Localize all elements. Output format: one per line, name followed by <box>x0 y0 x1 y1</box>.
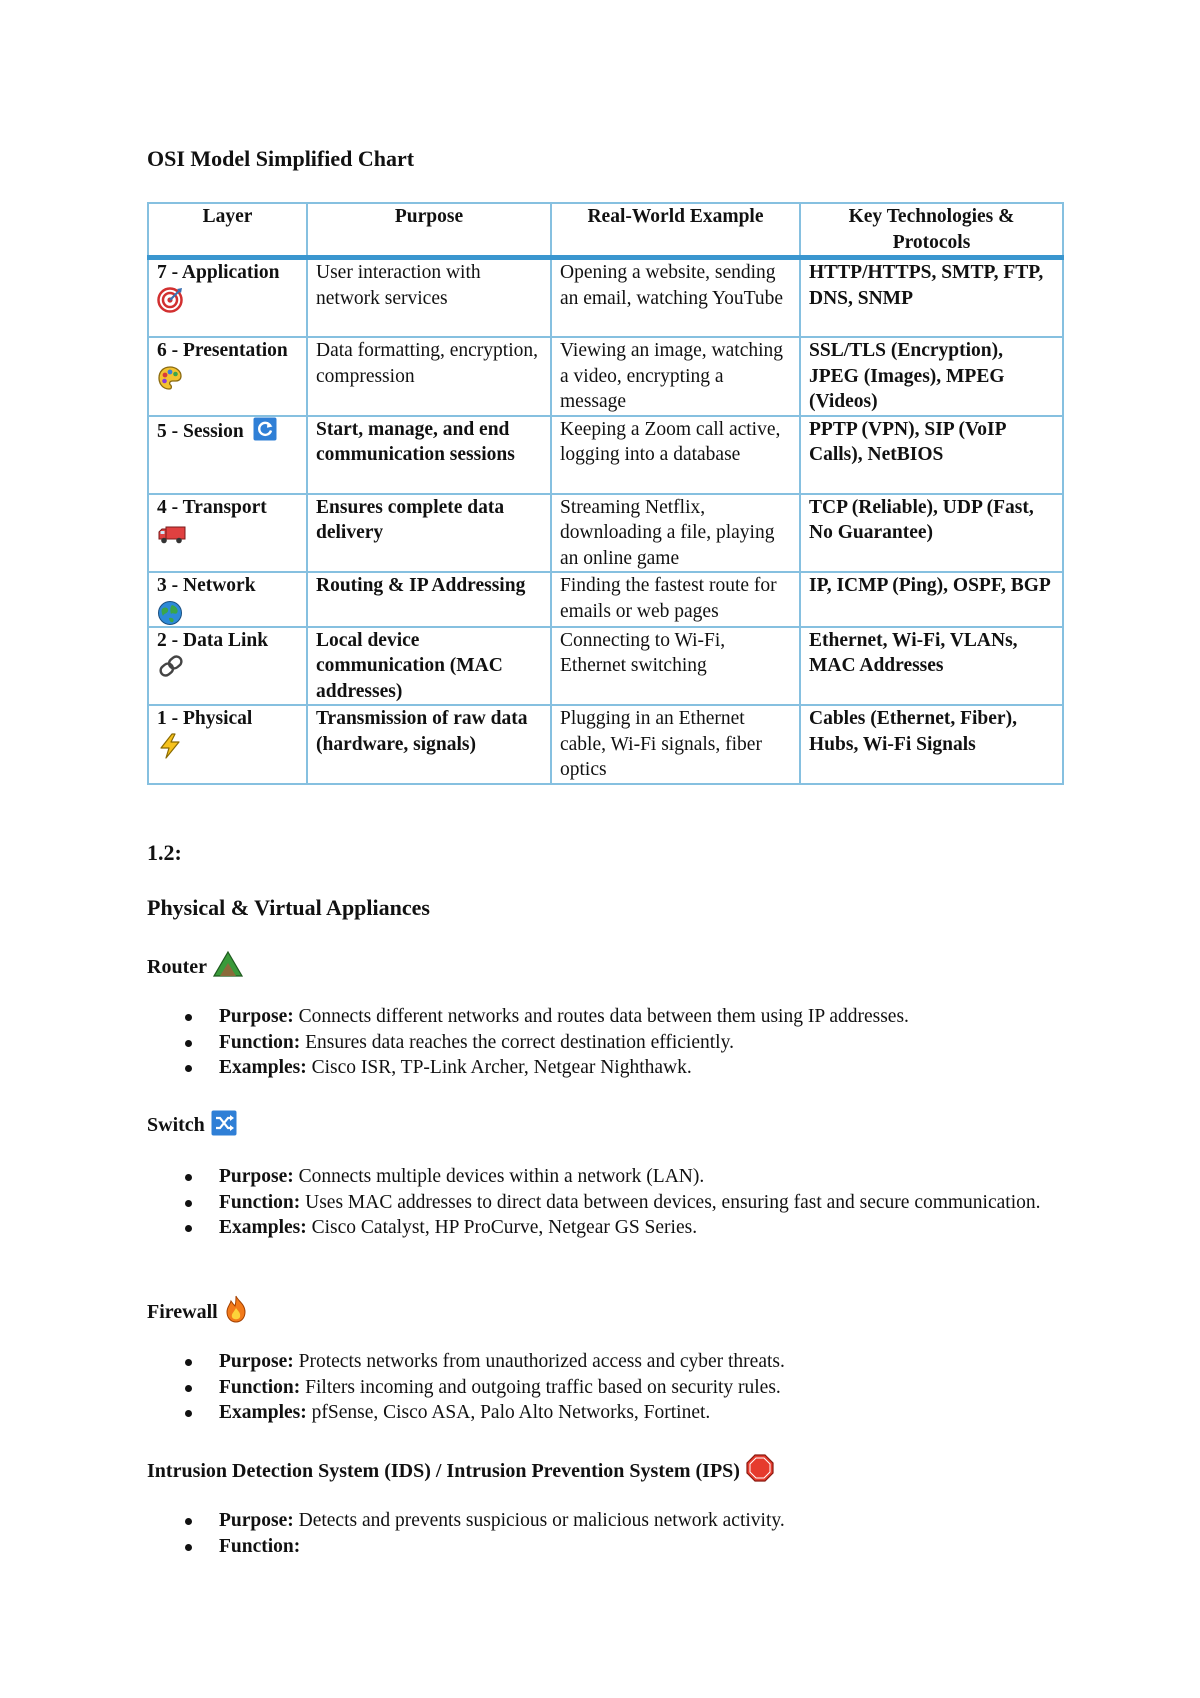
list-item <box>147 1375 1077 1401</box>
layer-name: 2 - Data Link <box>157 629 269 651</box>
refresh-icon <box>253 417 277 441</box>
purpose-label: Purpose: <box>219 1006 294 1027</box>
globe-icon <box>157 600 298 626</box>
tech-cell: HTTP/HTTPS, SMTP, FTP, DNS, SNMP <box>800 258 1063 338</box>
header-layer: Layer <box>148 203 307 258</box>
table-row <box>148 416 1063 494</box>
function-label: Function: <box>219 1535 301 1557</box>
list-item <box>147 1215 1077 1241</box>
examples-label: Examples: <box>219 1217 307 1238</box>
table-row <box>148 494 1063 573</box>
header-tech: Key Technologies & Protocols <box>800 203 1063 258</box>
examples-label: Examples: <box>219 1402 307 1423</box>
layer-cell <box>148 337 307 416</box>
examples-text: Cisco Catalyst, HP ProCurve, Netgear GS Series. <box>306 1217 698 1238</box>
purpose-label: Purpose: <box>219 1166 294 1187</box>
purpose-cell: Data formatting, encryption, compression <box>307 337 551 416</box>
appliance-details <box>147 1508 1077 1559</box>
layer-name: 3 - Network <box>157 575 256 596</box>
appliance-heading <box>147 1295 1077 1325</box>
shuffle-icon <box>211 1110 237 1136</box>
function-label: Function: <box>219 1031 301 1053</box>
header-purpose: Purpose <box>307 203 551 258</box>
list-item <box>147 1164 1077 1190</box>
fire-icon <box>224 1295 248 1323</box>
table-header-row <box>148 203 1063 258</box>
purpose-cell: User interaction with network services <box>307 258 551 338</box>
purpose-cell: Ensures complete data delivery <box>307 494 551 573</box>
tech-cell: TCP (Reliable), UDP (Fast, No Guarantee) <box>800 494 1063 573</box>
example-cell: Finding the fastest route for emails or web pages <box>551 572 800 627</box>
appliance-name: Router <box>147 956 207 978</box>
header-example: Real-World Example <box>551 203 800 258</box>
example-cell: Viewing an image, watching a video, encrypting a message <box>551 337 800 416</box>
function-text: Filters incoming and outgoing traffic based on security rules. <box>300 1376 781 1398</box>
purpose-text: Protects networks from unauthorized access and cyber threats. <box>293 1351 785 1372</box>
list-item <box>147 1349 1077 1375</box>
appliance-switch <box>147 1110 1077 1241</box>
list-item <box>147 1055 1077 1081</box>
purpose-cell: Start, manage, and end communication sessions <box>307 416 551 494</box>
table-row <box>148 337 1063 416</box>
layer-name: 4 - Transport <box>157 496 267 518</box>
delivery-truck-icon <box>157 521 298 547</box>
lightning-icon <box>157 733 298 759</box>
appliance-details <box>147 1349 1077 1426</box>
purpose-label: Purpose: <box>219 1351 294 1372</box>
example-cell: Streaming Netflix, downloading a file, playing an online game <box>551 494 800 573</box>
list-item <box>147 1534 1077 1560</box>
appliance-name: Intrusion Detection System (IDS) / Intrusion Prevention System (IPS) <box>147 1460 740 1482</box>
layer-cell <box>148 627 307 706</box>
example-cell: Plugging in an Ethernet cable, Wi-Fi signals, fiber optics <box>551 705 800 784</box>
layer-cell <box>148 572 307 627</box>
tech-cell: IP, ICMP (Ping), OSPF, BGP <box>800 572 1063 627</box>
purpose-cell: Local device communication (MAC addresses) <box>307 627 551 706</box>
appliance-name: Firewall <box>147 1301 218 1323</box>
function-text: Ensures data reaches the correct destination efficiently. <box>300 1031 734 1053</box>
table-row <box>148 258 1063 338</box>
list-item <box>147 1400 1077 1426</box>
examples-label: Examples: <box>219 1057 307 1078</box>
appliance-details <box>147 1164 1077 1241</box>
appliance-name: Switch <box>147 1114 205 1136</box>
dart-target-icon <box>157 287 298 313</box>
examples-text: Cisco ISR, TP-Link Archer, Netgear Nighthawk. <box>306 1057 692 1078</box>
purpose-cell: Transmission of raw data (hardware, signals) <box>307 705 551 784</box>
function-text: Uses MAC addresses to direct data between devices, ensuring fast and secure communication. <box>300 1191 1041 1213</box>
function-label: Function: <box>219 1376 301 1398</box>
list-item <box>147 1190 1077 1216</box>
appliance-details <box>147 1004 1077 1081</box>
function-label: Function: <box>219 1191 301 1213</box>
appliance-ids-ips <box>147 1454 1077 1559</box>
layer-name: 5 - Session <box>157 420 244 442</box>
mountain-icon <box>213 950 243 978</box>
tech-cell: PPTP (VPN), SIP (VoIP Calls), NetBIOS <box>800 416 1063 494</box>
purpose-text: Detects and prevents suspicious or malicious network activity. <box>293 1510 785 1531</box>
list-item <box>147 1030 1077 1056</box>
appliance-firewall <box>147 1295 1077 1426</box>
purpose-label: Purpose: <box>219 1510 294 1531</box>
section-number: 1.2: <box>147 840 182 865</box>
layer-name: 1 - Physical <box>157 708 253 729</box>
appliance-heading <box>147 950 1077 980</box>
tech-cell: Ethernet, Wi-Fi, VLANs, MAC Addresses <box>800 627 1063 706</box>
link-icon <box>157 654 298 678</box>
purpose-text: Connects different networks and routes data between them using IP addresses. <box>293 1006 909 1027</box>
appliance-router <box>147 950 1077 1081</box>
table-row <box>148 572 1063 627</box>
tech-cell: SSL/TLS (Encryption), JPEG (Images), MPEG (Videos) <box>800 337 1063 416</box>
layer-cell <box>148 705 307 784</box>
list-item <box>147 1004 1077 1030</box>
table-row <box>148 627 1063 706</box>
purpose-cell: Routing & IP Addressing <box>307 572 551 627</box>
example-cell: Opening a website, sending an email, watching YouTube <box>551 258 800 338</box>
osi-table <box>147 202 1064 785</box>
purpose-text: Connects multiple devices within a network (LAN). <box>293 1166 705 1187</box>
example-cell: Connecting to Wi-Fi, Ethernet switching <box>551 627 800 706</box>
example-cell: Keeping a Zoom call active, logging into a database <box>551 416 800 494</box>
appliance-heading <box>147 1110 1077 1140</box>
table-row <box>148 705 1063 784</box>
list-item <box>147 1508 1077 1534</box>
tech-cell: Cables (Ethernet, Fiber), Hubs, Wi-Fi Signals <box>800 705 1063 784</box>
layer-name: 6 - Presentation <box>157 340 288 361</box>
layer-cell <box>148 258 307 338</box>
layer-cell <box>148 416 307 494</box>
section-title: Physical & Virtual Appliances <box>147 895 430 920</box>
layer-cell <box>148 494 307 573</box>
appliance-heading <box>147 1454 1077 1484</box>
layer-name: 7 - Application <box>157 262 280 283</box>
stop-sign-icon <box>746 1454 774 1482</box>
document-title: OSI Model Simplified Chart <box>147 146 415 171</box>
palette-icon <box>157 365 298 391</box>
examples-text: pfSense, Cisco ASA, Palo Alto Networks, Fortinet. <box>306 1402 711 1423</box>
